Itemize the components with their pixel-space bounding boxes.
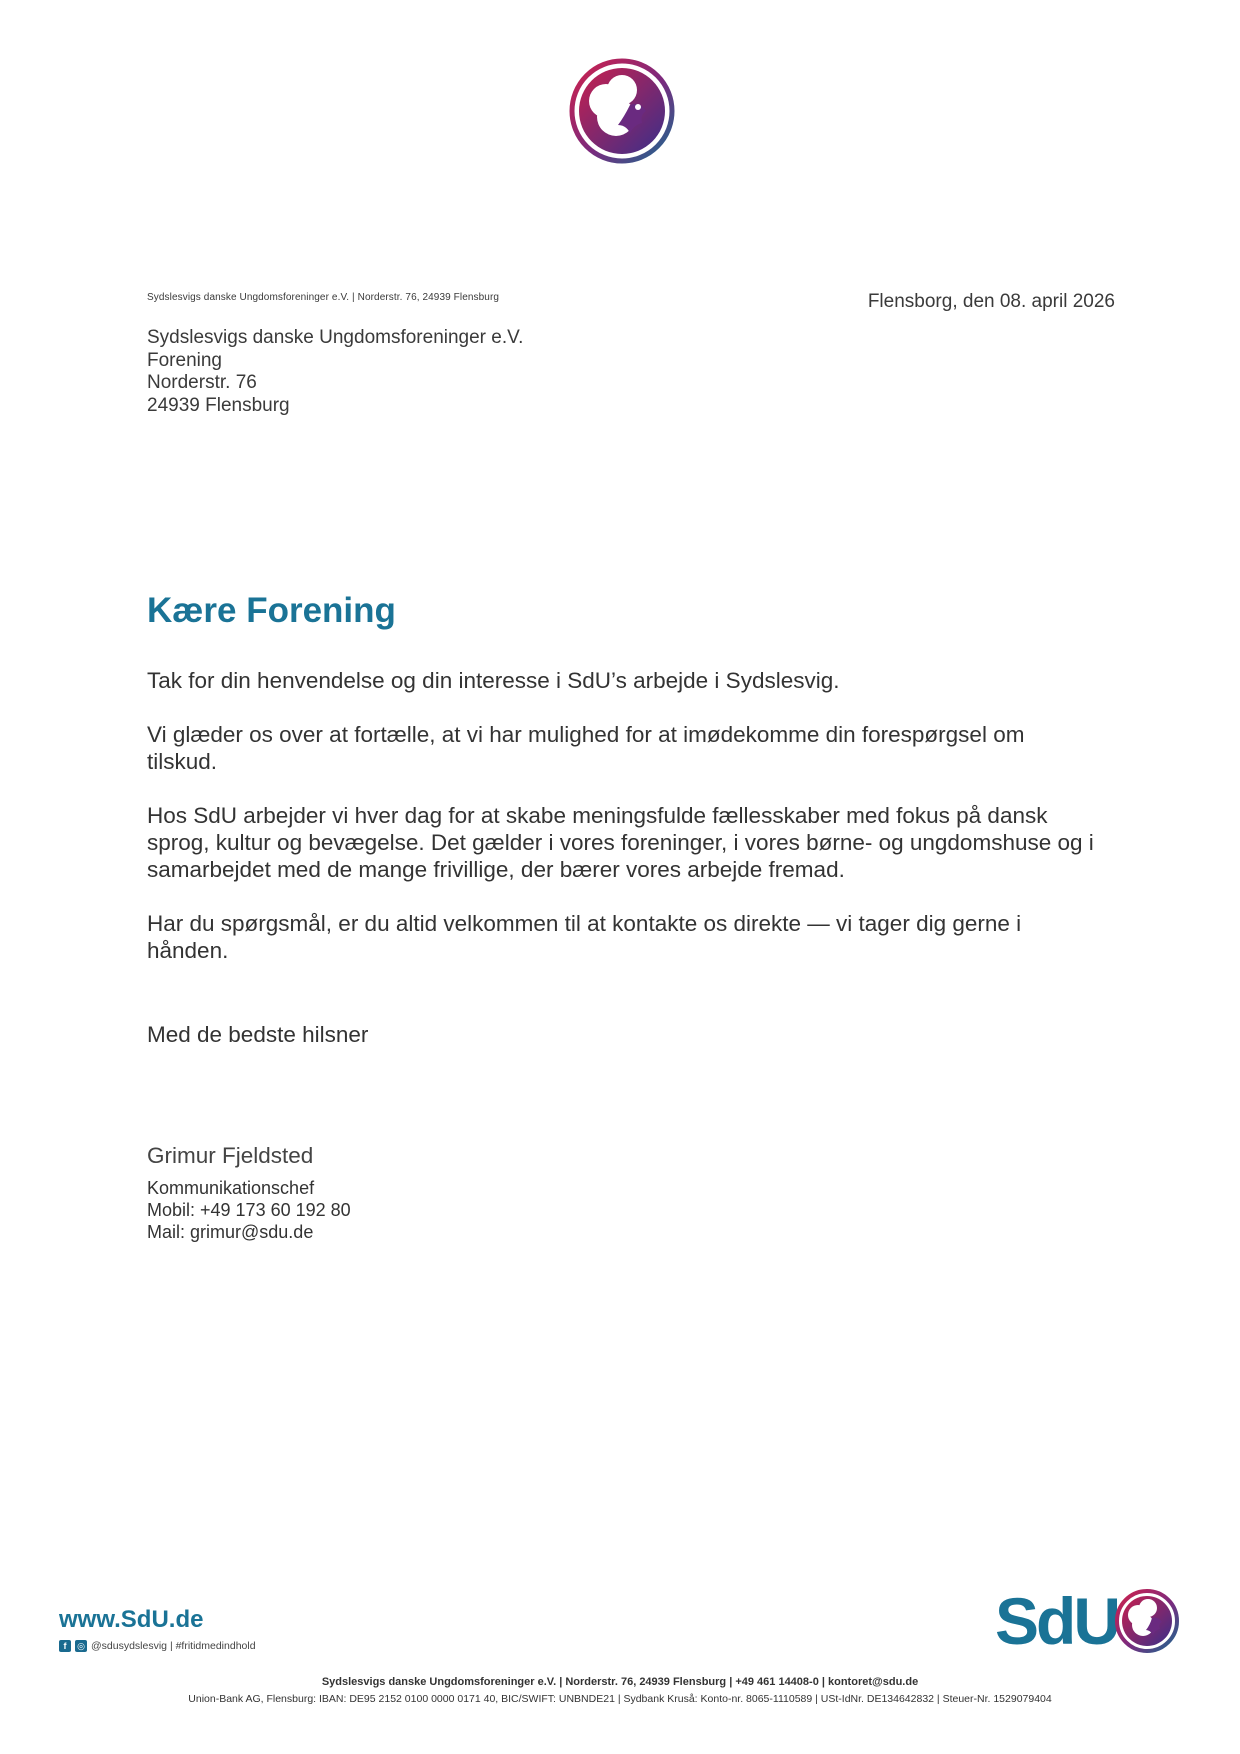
closing-greeting: Med de bedste hilsner	[147, 1022, 369, 1047]
recipient-line: Norderstr. 76	[147, 372, 257, 393]
body-paragraph: Hos SdU arbejder vi hver dag for at skabe meningsfulde fællesskaber med fokus på dansk sprog, kultur og bevægelse. Det gælder i vores foreninger, i vores børne- og ungdomshuse og i samarbejdet med de mange frivillige, der bærer vores arbejde fremad.	[147, 803, 1094, 882]
recipient-address	[147, 327, 523, 417]
instagram-icon[interactable]: ◎	[75, 1640, 87, 1652]
signature-mail: Mail: grimur@sdu.de	[147, 1222, 314, 1242]
brand-wordmark: SdU	[995, 1584, 1118, 1658]
facebook-icon[interactable]: f	[59, 1640, 71, 1652]
recipient-line: Forening	[147, 349, 222, 371]
body-paragraph: Har du spørgsmål, er du altid velkommen til at kontakte os direkte — vi tager dig gerne i hånden.	[147, 911, 1022, 963]
body-paragraph: Vi glæder os over at fortælle, at vi har mulighed for at imødekomme din forespørgsel om tilskud.	[147, 722, 1025, 774]
website-link[interactable]: www.SdU.de	[59, 1606, 204, 1633]
social-text: @sdusydslesvig | #fritidmedindhold	[91, 1640, 256, 1652]
recipient-line: Sydslesvigs danske Ungdomsforeninger e.V.	[147, 327, 524, 348]
recipient-line: 24939 Flensburg	[147, 394, 290, 416]
signature-mobile: Mobil: +49 173 60 192 80	[147, 1200, 351, 1220]
salutation-heading: Kære Forening	[147, 591, 396, 630]
brand-emblem-icon	[1114, 1588, 1180, 1654]
signature-name: Grimur Fjeldsted	[147, 1143, 314, 1168]
social-handles	[59, 1640, 256, 1652]
sender-return-address: Sydslesvigs danske Ungdomsforeninger e.V. | Norderstr. 76, 24939 Flensburg	[147, 292, 500, 303]
letter-date: Flensborg, den 08. april 2026	[867, 291, 1115, 312]
sdu-emblem-logo	[568, 57, 676, 165]
footer-contact-line: Sydslesvigs danske Ungdomsforeninger e.V. | Norderstr. 76, 24939 Flensburg | +49 461 14408-0 | kontoret@sdu.de	[321, 1676, 919, 1688]
body-paragraph: Tak for din henvendelse og din interesse i SdU’s arbejde i Sydslesvig.	[147, 668, 840, 693]
signature-title: Kommunikationschef	[147, 1178, 315, 1198]
signature-details	[147, 1177, 351, 1243]
letter-body	[147, 667, 1097, 991]
footer-bank-line: Union-Bank AG, Flensburg: IBAN: DE95 2152 0100 0000 0171 40, BIC/SWIFT: UNBNDE21 | Sydbank Kruså: Konto-nr. 8065-1110589 | USt-IdNr. DE134642832 | Steuer-Nr. 1529079404	[188, 1693, 1052, 1705]
sdu-brand-logo	[995, 1584, 1180, 1658]
